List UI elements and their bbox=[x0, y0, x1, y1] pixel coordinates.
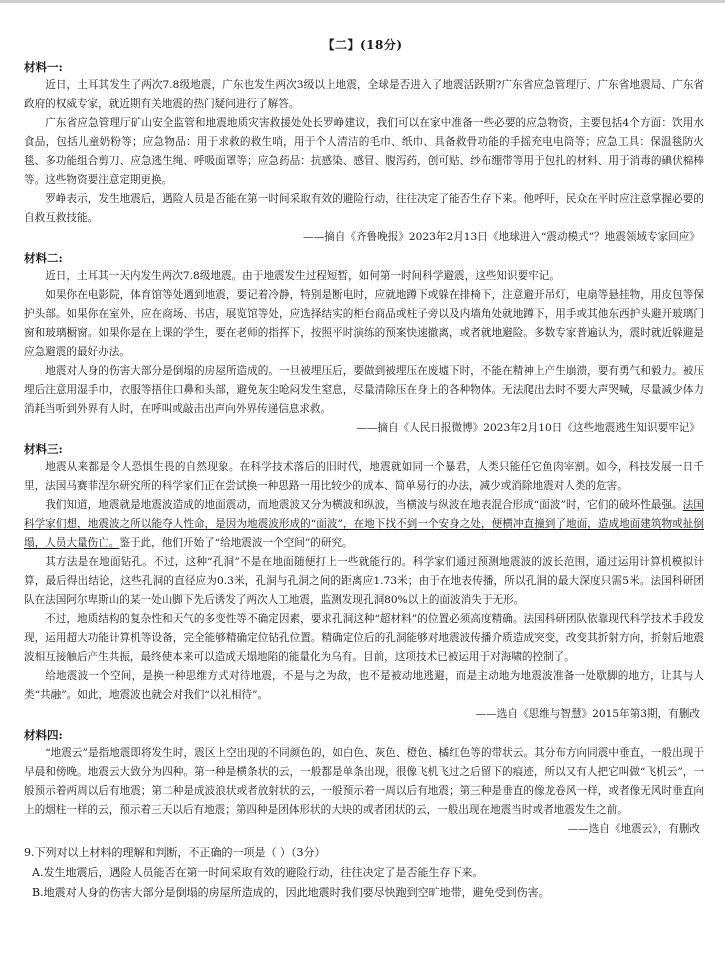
material-2-paragraph: 地震对人身的伤害大部分是倒塌的房屋所造成的。一旦被埋压后，要做到被埋压在废墟下时，不能在精神上产生崩溃，要有勇气和毅力。被压埋后注意用湿手巾，衣服等捂住口鼻和头部，避免灰尘呛闷发生窒息，尽量清除压在身上的各种物体。无法爬出去时不要大声哭喊，尽量减少体力消耗当听到外界有人时，在呼叫或敲击出声向外界传递信息求救。 bbox=[24, 365, 704, 415]
material-3-paragraph-intro: 我们知道，地震就是地震波造成的地面震动，而地震波又分为横波和纵波，当横波与纵波在地表混合形成“面波”时，它们的破坏性最强。 bbox=[45, 499, 683, 511]
material-1-source: ——摘自《齐鲁晚报》2023年2月13日《地球进入“震动模式”？地震领域专家回应》 bbox=[302, 231, 700, 243]
material-4-source: ——选自《地震云》，有删改 bbox=[567, 823, 700, 835]
page-top-edge bbox=[0, 0, 725, 3]
material-4-paragraph: “地震云”是指地震即将发生时，震区上空出现的不同颜色的，如白色、灰色、橙色、橘红色等的带状云。其分布方向同震中垂直，一般出现于早晨和傍晚。地震云大致分为四种。第一种是横条状的云，一般都是单条出现，很像飞机飞过之后留下的痕迹，所以又有人把它叫做“飞机云”，一般预示着两周以后有地震；第二种是成波浪状或者放射状的云，一般预示着一周以后有地震；第三种是垂直的像龙卷风一样，或者像无风时垂直向上的烟柱一样的云，预示着三天以后有地震；第四种是团体形状的大块的或者团状的云，一般出现在地震当时或者地震发生之前。 bbox=[24, 747, 704, 816]
material-2-title: 材料二: bbox=[24, 251, 63, 265]
reading-content bbox=[24, 56, 704, 903]
material-3-paragraph: 其方法是在地面钻孔。不过，这种“孔洞”不是在地面随便打上一些就能行的。科学家们通过预测地震波的波长范围，通过运用计算机模拟计算，最后得出结论，这些孔洞的直径应为0.3米，孔洞与孔洞之间的距离应1.73米；由于在地表传播，所以孔洞的最大深度只需5米。法国科研团队在法国阿尔卑斯山的某一处山脚下先后诱发了两次人工地震，监测发现孔洞80%以上的面波消失于无形。 bbox=[24, 556, 704, 606]
material-1-paragraph: 广东省应急管理厅矿山安全监管和地震地质灾害救援处处长罗峥建议，我们可以在家中准备一些必要的应急物资，主要包括4个方面：饮用水食品，包括儿童奶粉等；应急物品：用于求救的救生哨，用于个人清洁的毛巾、纸巾、具备救骨功能的手摇充电电筒等；应急工具：保温毯防火毯、多功能组合剪刀、应急逃生绳、呼吸面罩等；应急药品：抗感染、感冒、腹泻药，创可贴、纱布绷带等用于包扎的材料、用于消毒的碘伏棉棒等。这些物资要注意定期更换。 bbox=[24, 117, 704, 186]
question-number: 9. bbox=[24, 846, 35, 859]
material-2-source: ——摘自《人民日报微博》2023年2月10日《这些地震逃生知识要牢记》 bbox=[356, 422, 700, 434]
material-2-paragraph: 近日，土耳其一天内发生两次7.8级地震。由于地震发生过程短暂，如何第一时间科学避震，这些知识要牢记。 bbox=[45, 270, 560, 282]
material-1-title: 材料一: bbox=[24, 60, 63, 74]
material-3-paragraph-underlined bbox=[24, 496, 704, 553]
section-heading: 【二】(18分) bbox=[322, 38, 403, 52]
material-3-paragraph: 地震从来都是令人恐惧生畏的自然现象。在科学技术落后的旧时代，地震就如同一个暴君，人类只能任它鱼肉宰割。如今，科技发展一日千里，法国马赛菲涅尔研究所的科学家们正在尝试换一种思路一用比较少的成本、简单易行的办法，减少或消除地震对人类的危害。 bbox=[24, 461, 704, 492]
material-3-source: ——选自《思维与智慧》2015年第3期，有删改 bbox=[475, 708, 700, 720]
material-1-paragraph: 罗峥表示，发生地震后，遇险人员是否能在第一时间采取有效的避险行动，往往决定了能否生存下来。他呼吁，民众在平时应注意掌握必要的自救互救技能。 bbox=[24, 193, 704, 224]
material-2-paragraph: 如果你在电影院，体育馆等处遇到地震，要记着冷静，特别是断电时，应就地蹲下或躲在排椅下，注意避开吊灯，电扇等悬挂物，用皮包等保护头部。如果你在室外，应在商场、书店，展览馆等处，应选择结实的柜台商品或柱子旁以及内墙角处就地蹲下，用手或其他东西护头避开玻璃门窗和玻璃橱窗。如果你是在上课的学生，要在老师的指挥下，按照平时演练的预案快速撤离，或者就地避险。多数专家普遍认为，震时就近躲避是应急避震的最好办法。 bbox=[24, 289, 704, 358]
material-3-title: 材料三: bbox=[24, 442, 63, 456]
underlined-tail: 鉴于此，他们开始了“给地震波一个空间”的研究。 bbox=[119, 537, 353, 549]
material-4-title: 材料四: bbox=[24, 728, 63, 742]
question-stem: 下列对以上材料的理解和判断，不正确的一项是（ ）（3分） bbox=[34, 846, 326, 859]
material-1-paragraph: 近日，土耳其发生了两次7.8级地震，广东也发生两次3级以上地震，全球是否进入了地震活跃期?广东省应急管理厅、广东省地震局、广东省政府的权威专家，就近期有关地震的热门疑问进行了解答。 bbox=[24, 79, 704, 110]
question-option-a: A.发生地震后，遇险人员能否在第一时间采取有效的避险行动，往往决定了是否能生存下来。 bbox=[32, 866, 484, 879]
material-3-paragraph: 给地震波一个空间，是换一种思维方式对待地震，不是与之为敌，也不是被动地逃避，而是主动地为地震波准备一处歇脚的地方，让其与人类“共融”。如此，地震波也就会对我们“以礼相待”。 bbox=[24, 670, 704, 701]
underlined-body: 便横冲直撞到了地面，造成地面建筑物或扯倒塌，人员大量伤亡。 bbox=[24, 518, 705, 549]
question-option-b: B.地震对人身的伤害大部分是倒塌的房屋所造成的，因此地震时我们要尽快跑到空旷地带，避免受到伤害。 bbox=[32, 886, 550, 899]
underlined-lead: 法国科学家们想，地震波之所以能夺人性命，是因为地震波形成的“面波”，在地下找不到一个安身之处， bbox=[24, 499, 705, 530]
question-9 bbox=[24, 843, 704, 863]
material-3-paragraph: 不过，地质结构的复杂性和天气的多变性等不确定因素，要求孔洞这种“超材料”的位置必须高度精确。法国科研团队依靠现代科学技术手段发现，运用超大功能计算机等设备，完全能够精确定位钻孔位置。精确定位后的孔洞能够对地震波传播介质造成突变，改变其折射方向，折射后地震波相互接触后产生共振，最终使本来可以造成天塌地陷的能量化为乌有。目前，这项技术已被运用于对海啸的控制了。 bbox=[24, 613, 704, 663]
